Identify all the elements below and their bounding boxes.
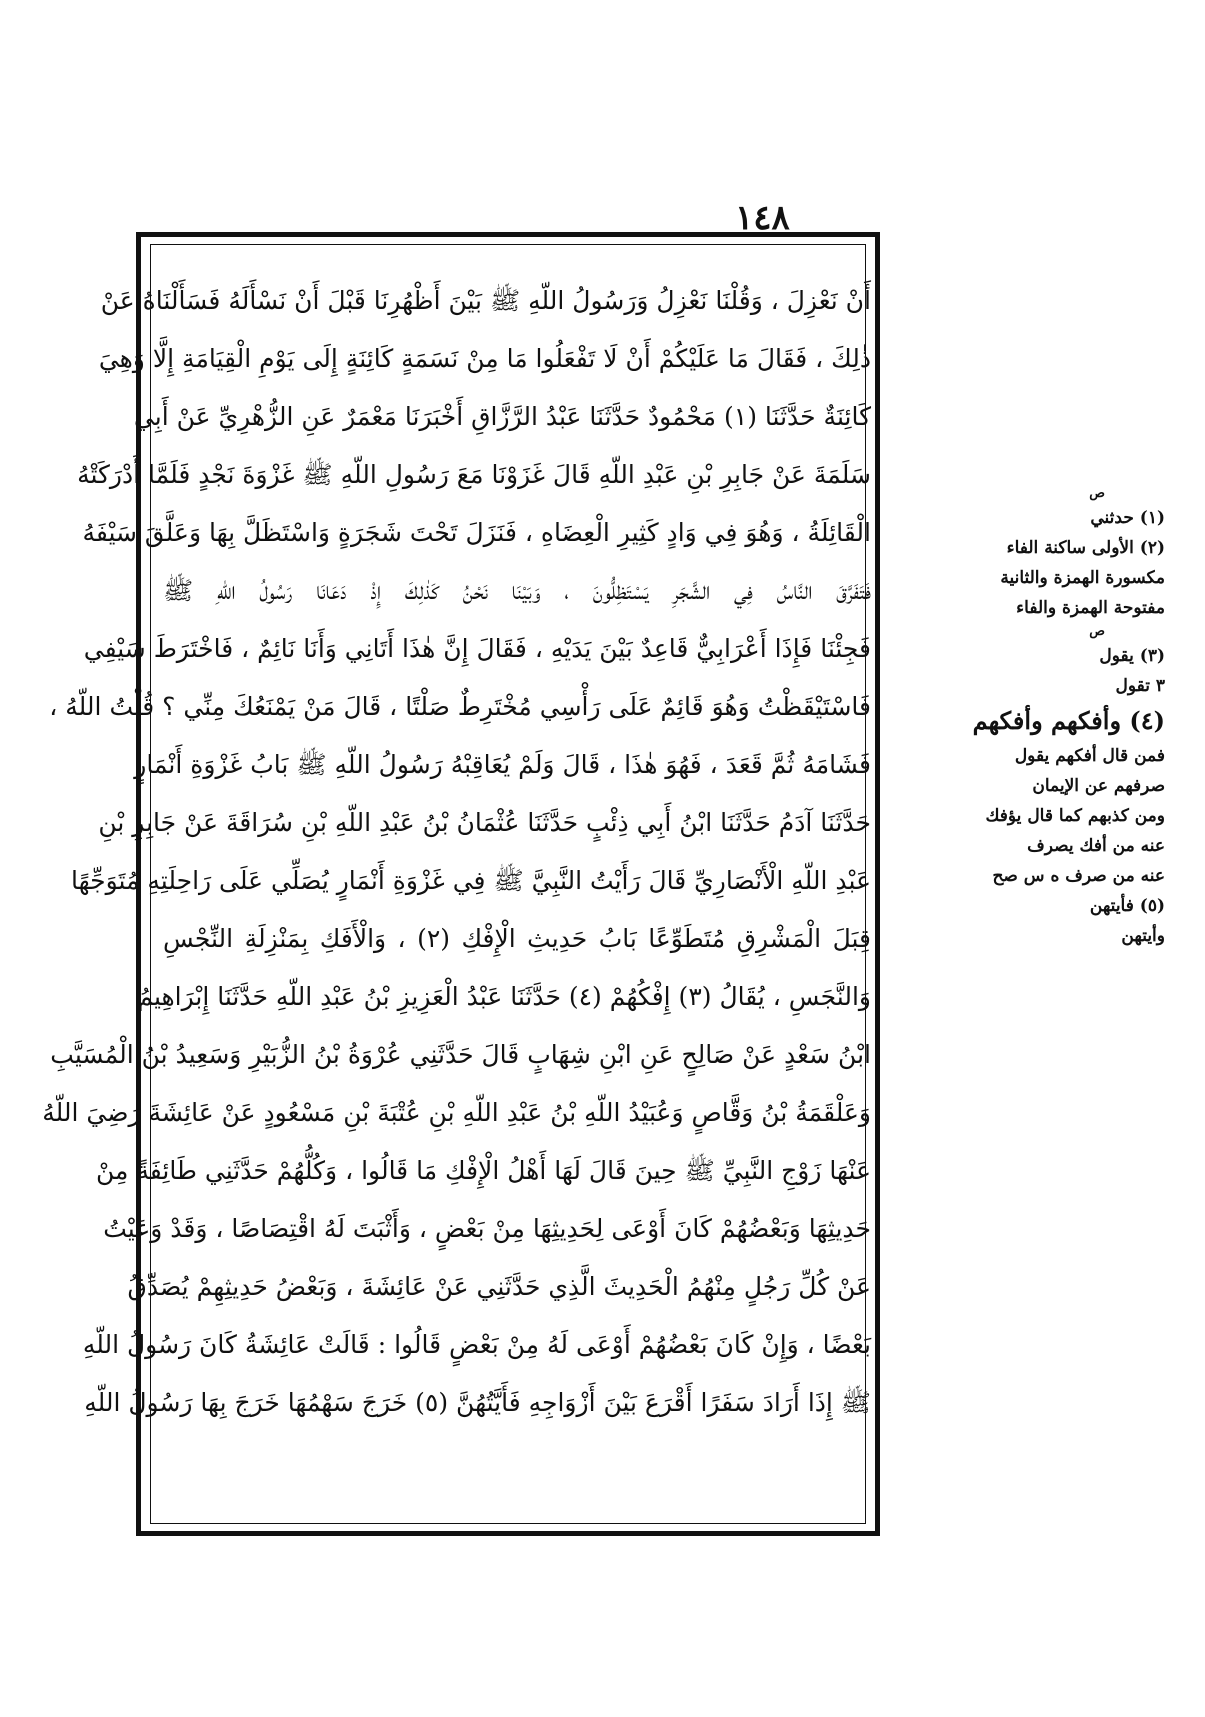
margin-note: ومن كذبهم كما قال يؤفك <box>985 806 1165 826</box>
text-line: وَعَلْقَمَةُ بْنُ وَقَّاصٍ وَعُبَيْدُ اللّهِ بْنُ عَبْدِ اللّهِ بْنِ عُتْبَةَ بْنِ مَسْعُودٍ عَنْ عَائِشَةَ رَضِيَ اللّهُ <box>42 1098 871 1127</box>
text-line: فَتَفَرَّقَ النَّاسُ فِي الشَّجَرِ يَسْتَظِلُّونَ ، وَبَيْنَا نَحْنُ كَذٰلِكَ إِذْ دَعَانَا رَسُولُ اللّهِ ﷺ <box>163 576 871 605</box>
page-number: ١٤٨ <box>735 198 790 238</box>
text-line: سَلَمَةَ عَنْ جَابِرِ بْنِ عَبْدِ اللّهِ قَالَ غَزَوْنَا مَعَ رَسُولِ اللّهِ ﷺ غَزْوَةَ نَجْدٍ فَلَمَّا أَدْرَكَتْهُ <box>77 460 871 489</box>
text-line: عَبْدِ اللّهِ الْأَنْصَارِيِّ قَالَ رَأَيْتُ النَّبِيَّ ﷺ فِي غَزْوَةِ أَنْمَارٍ يُصَلِّي عَلَى رَاحِلَتِهِ مُتَوَجِّهًا <box>71 866 871 895</box>
text-line: ﷺ إِذَا أَرَادَ سَفَرًا أَقْرَعَ بَيْنَ أَزْوَاجِهِ فَأَيَّتُهُنَّ (٥) خَرَجَ سَهْمُهَا خَرَجَ بِهَا رَسُولُ اللّهِ <box>84 1388 871 1417</box>
text-line: حَدَّثَنَا آدَمُ حَدَّثَنَا ابْنُ أَبِي ذِئْبٍ حَدَّثَنَا عُثْمَانُ بْنُ عَبْدِ اللّهِ بْنِ سُرَاقَةَ عَنْ جَابِرِ بْنِ <box>98 808 871 837</box>
margin-note: (٢) الأولى ساكنة الفاء <box>1006 538 1165 558</box>
margin-note: ص <box>1089 486 1105 501</box>
margin-notes <box>895 485 1165 951</box>
text-line: أَنْ نَعْزِلَ ، وَقُلْنَا نَعْزِلُ وَرَسُولُ اللّهِ ﷺ بَيْنَ أَظْهُرِنَا قَبْلَ أَنْ نَسْأَلَهُ فَسَأَلْنَاهُ عَنْ <box>100 286 871 315</box>
text-line: وَالنَّجَسِ ، يُقَالُ (٣) إِفْكُهُمْ (٤) حَدَّثَنَا عَبْدُ الْعَزِيزِ بْنُ عَبْدِ اللّهِ حَدَّثَنَا إِبْرَاهِيمُ <box>137 982 871 1011</box>
margin-note: وأيتهن <box>1121 926 1165 946</box>
margin-note: عنه من صرف ه س صح <box>992 866 1165 886</box>
text-line: حَدِيثِهَا وَبَعْضُهُمْ كَانَ أَوْعَى لِحَدِيثِهَا مِنْ بَعْضٍ ، وَأَثْبَتَ لَهُ اقْتِصَاصًا ، وَقَدْ وَعَيْتُ <box>103 1214 871 1243</box>
text-line: الْقَائِلَةُ ، وَهُوَ فِي وَادٍ كَثِيرِ الْعِضَاهِ ، فَنَزَلَ تَحْتَ شَجَرَةٍ وَاسْتَظَلَّ بِهَا وَعَلَّقَ سَيْفَهُ <box>82 518 871 547</box>
margin-note: (٥) فأيتهن <box>1089 896 1165 916</box>
margin-note: ٣ تقول <box>1115 676 1165 696</box>
text-line: بَعْضًا ، وَإِنْ كَانَ بَعْضُهُمْ أَوْعَى لَهُ مِنْ بَعْضٍ قَالُوا : قَالَتْ عَائِشَةُ كَانَ رَسُولُ اللّهِ <box>82 1330 871 1359</box>
text-line: فَاسْتَيْقَظْتُ وَهُوَ قَائِمٌ عَلَى رَأْسِي مُخْتَرِطٌ صَلْتًا ، قَالَ مَنْ يَمْنَعُكَ مِنِّي ؟ قُلْتُ اللّهُ ، <box>49 692 871 721</box>
text-line: عَنْهَا زَوْجِ النَّبِيِّ ﷺ حِينَ قَالَ لَهَا أَهْلُ الْإِفْكِ مَا قَالُوا ، وَكُلُّهُمْ حَدَّثَنِي طَائِفَةً مِنْ <box>96 1156 871 1185</box>
margin-note: مفتوحة الهمزة والفاء <box>1016 598 1165 618</box>
margin-note: (١) حدثني <box>1090 508 1165 528</box>
text-line: قِبَلَ الْمَشْرِقِ مُتَطَوِّعًا بَابُ حَدِيثِ الْإِفْكِ (٢) ، وَالْأَفَكِ بِمَنْزِلَةِ النِّجْسِ <box>163 924 871 953</box>
margin-note: مكسورة الهمزة والثانية <box>1000 568 1165 588</box>
main-text-block <box>42 272 871 1432</box>
text-line: فَشَامَهُ ثُمَّ قَعَدَ ، فَهُوَ هٰذَا ، قَالَ وَلَمْ يُعَاقِبْهُ رَسُولُ اللّهِ ﷺ بَابُ غَزْوَةِ أَنْمَارٍ <box>134 750 871 779</box>
margin-note: (٤) وأفكهم وأفكهم <box>972 706 1165 735</box>
margin-note: فمن قال أفكهم يقول <box>1014 746 1165 766</box>
text-line: ابْنُ سَعْدٍ عَنْ صَالِحٍ عَنِ ابْنِ شِهَابٍ قَالَ حَدَّثَنِي عُرْوَةُ بْنُ الزُّبَيْرِ وَسَعِيدُ بْنُ الْمُسَيَّبِ <box>50 1040 871 1069</box>
text-line: فَجِئْنَا فَإِذَا أَعْرَابِيٌّ قَاعِدٌ بَيْنَ يَدَيْهِ ، فَقَالَ إِنَّ هٰذَا أَتَانِي وَأَنَا نَائِمٌ ، فَاخْتَرَطَ سَيْفِي <box>83 634 871 663</box>
margin-note: صرفهم عن الإيمان <box>1032 776 1165 796</box>
text-line: ذٰلِكَ ، فَقَالَ مَا عَلَيْكُمْ أَنْ لَا تَفْعَلُوا مَا مِنْ نَسَمَةٍ كَائِنَةٍ إِلَى يَوْمِ الْقِيَامَةِ إِلَّا وَهِيَ <box>98 344 871 373</box>
margin-note: (٣) يقول <box>1099 646 1165 666</box>
text-line: عَنْ كُلِّ رَجُلٍ مِنْهُمُ الْحَدِيثَ الَّذِي حَدَّثَنِي عَنْ عَائِشَةَ ، وَبَعْضُ حَدِيثِهِمْ يُصَدِّقُ <box>127 1272 871 1301</box>
margin-note: ص <box>1089 624 1105 639</box>
margin-note: عنه من أفك يصرف <box>1027 836 1165 856</box>
text-line: كَائِنَةٌ حَدَّثَنَا (١) مَحْمُودٌ حَدَّثَنَا عَبْدُ الرَّزَّاقِ أَخْبَرَنَا مَعْمَرٌ عَنِ الزُّهْرِيِّ عَنْ أَبِي <box>133 402 871 431</box>
